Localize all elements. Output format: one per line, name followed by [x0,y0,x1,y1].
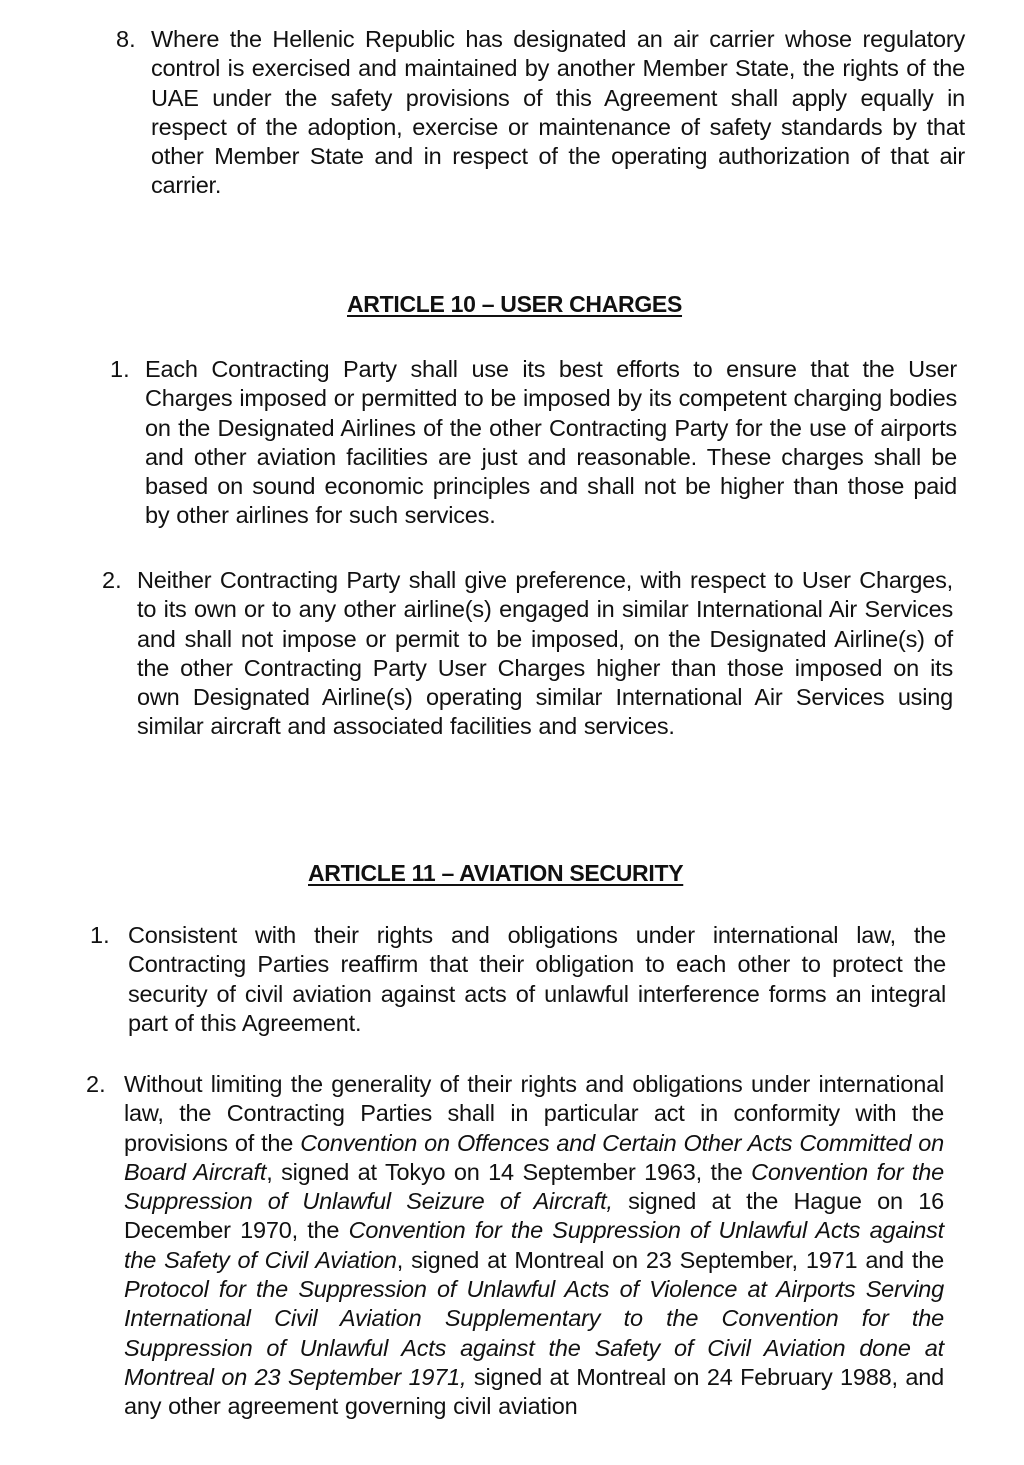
tokyo-convention-title: Convention on Offences and Certain Other Acts Committed on Board Aircraft [124,1129,944,1185]
article-10-para-1-number: 1. [110,356,130,382]
para-2-text-segment: , signed at Montreal on 23 September, 1971 and the [396,1246,944,1273]
hague-convention-title: Convention for the Suppression of Unlawful Seizure of Aircraft, [124,1158,944,1215]
article-11-para-2 [124,1070,944,1422]
article-11-para-1-number: 1. [90,922,110,948]
article-10-para-2-number: 2. [102,567,122,593]
para-2-text-segment: signed at Montreal on 24 February 1988, and any other agreement governing civil aviation [124,1363,944,1420]
article-11-heading: ARTICLE 11 – AVIATION SECURITY [308,860,684,886]
para-2-text-segment: signed at the Hague on 16 December 1970, the [124,1188,944,1244]
article-10-heading: ARTICLE 10 – USER CHARGES [347,291,683,317]
article-11-para-2-number: 2. [86,1071,106,1097]
paragraph-8: Where the Hellenic Republic has designated an air carrier whose regulatory control is exercised and maintained by another Member State, the rights of the UAE under the safety provisions of this Agreement shall apply equally in respect of the adoption, exercise or maintenance of safety standards by that other Member State and in respect of the operating authorization of that air carrier. [151,26,965,199]
paragraph-8-number: 8. [116,26,136,52]
montreal-convention-title: Convention for the Suppression of Unlawful Acts against the Safety of Civil Aviation [124,1217,945,1273]
para-2-text-segment: Without limiting the generality of their rights and obligations under international law, the Contracting Parties shall in particular act in conformity with the provisions of the [124,1071,944,1156]
article-11-para-1: Consistent with their rights and obligations under international law, the Contracting Parties reaffirm that their obligation to each other to protect the security of civil aviation against acts of unlawful interference forms an integral part of this Agreement. [128,922,946,1036]
article-10-para-1: Each Contracting Party shall use its best efforts to ensure that the User Charges imposed or permitted to be imposed by its competent charging bodies on the Designated Airlines of the other Contracting Party for the use of airports and other aviation facilities are just and reasonable. These charges shall be based on sound economic principles and shall not be higher than those paid by other airlines for such services. [145,356,957,529]
article-10-para-2: Neither Contracting Party shall give preference, with respect to User Charges, to its own or to any other airline(s) engaged in similar International Air Services and shall not impose or permit to be imposed, on the Designated Airline(s) of the other Contracting Party User Charges higher than those imposed on its own Designated Airline(s) operating similar International Air Services using similar aircraft and associated facilities and services. [137,567,953,740]
montreal-protocol-title: Protocol for the Suppression of Unlawful Acts of Violence at Airports Serving International Civil Aviation Supplementary to the Convention for the Suppression of Unlawful Acts against the Safety of Civil Aviation done at Montreal on 23 September 1971, [124,1276,944,1390]
para-2-text-segment: , signed at Tokyo on 14 September 1963, the [266,1158,752,1185]
